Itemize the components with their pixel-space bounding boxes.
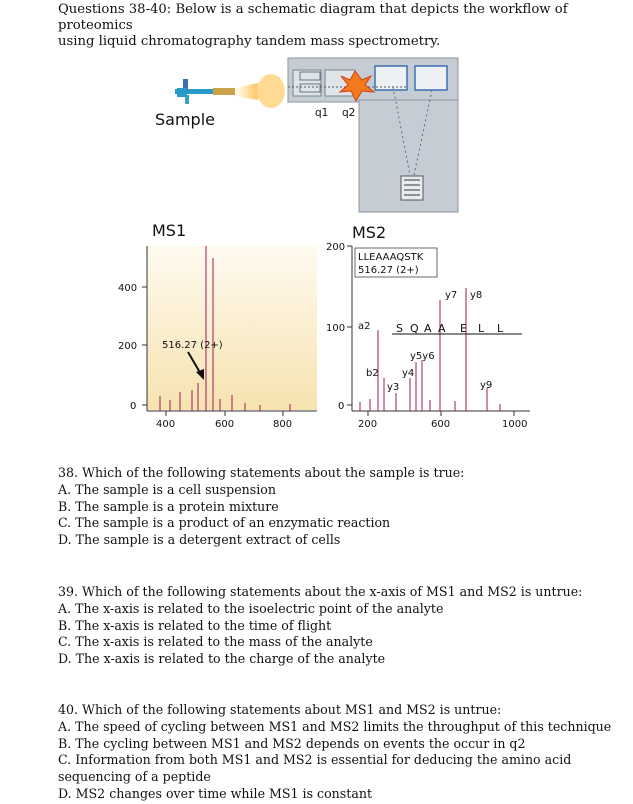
ms2-y5y6-label: y5y6 [410,351,435,362]
question-38 [58,465,618,549]
question-38-option-a[interactable]: A. The sample is a cell suspension [58,481,276,497]
ms2-y8-label: y8 [470,290,483,301]
ms2-peptide-sequence: LLEAAAQSTK [358,252,424,263]
ms1-ytick-400: 400 [118,283,138,294]
ms2-ytick-0: 0 [338,401,345,412]
header-line-1: Questions 38-40: Below is a schematic diagram that depicts the workflow of proteomics [58,2,568,33]
question-39-stem: 39. Which of the following statements about the x-axis of MS1 and MS2 is untrue: [58,584,583,599]
ms1-title: MS1 [152,221,187,240]
q2-label: q2 [342,107,356,119]
question-38-option-d[interactable]: D. The sample is a detergent extract of cells [58,532,341,548]
question-40-stem: 40. Which of the following statements about MS1 and MS2 is untrue: [58,702,502,717]
ms2-seq-l2: L [497,322,504,335]
question-40 [58,702,618,803]
ms2-sequence-ladder [392,322,522,335]
question-38-option-b[interactable]: B. The sample is a protein mixture [58,498,279,514]
lc-column-icon [175,74,285,108]
question-39-option-a[interactable]: A. The x-axis is related to the isoelectric point of the analyte [58,600,444,616]
ms2-seq-q: Q [410,322,419,335]
question-39-option-b[interactable]: B. The x-axis is related to the time of flight [58,617,332,633]
ms1-ytick-0: 0 [130,401,137,412]
ms2-ytick-100: 100 [326,323,346,334]
ms2-a2-label: a2 [358,321,371,332]
question-40-option-d[interactable]: D. MS2 changes over time while MS1 is constant [58,785,373,801]
ms2-seq-l1: L [478,322,485,335]
question-39-option-d[interactable]: D. The x-axis is related to the charge of the analyte [58,651,386,667]
ms1-xtick-800: 800 [273,419,293,430]
ms2-y4-label: y4 [402,368,415,379]
question-40-option-c-continued[interactable]: sequencing of a peptide [58,769,211,785]
sample-label: Sample [155,110,215,129]
question-40-option-b[interactable]: B. The cycling between MS1 and MS2 depends on events the occur in q2 [58,735,526,751]
ms2-spectrum-peaks [360,288,500,411]
ms2-b2-label: b2 [366,368,379,379]
q1-label: q1 [315,107,329,119]
question-39 [58,584,618,668]
ms1-xtick-600: 600 [215,419,235,430]
ms2-title: MS2 [352,223,387,242]
ms1-ytick-200: 200 [118,341,138,352]
question-38-stem: 38. Which of the following statements about the sample is true: [58,465,465,480]
ms2-xtick-600: 600 [431,419,451,430]
question-39-option-c[interactable]: C. The x-axis is related to the mass of the analyte [58,634,373,650]
mass-spectrometer-diagram [288,58,458,212]
header-line-2: using liquid chromatography tandem mass spectrometry. [58,34,441,49]
ms2-seq-s: S [396,322,403,335]
ms2-peptide-mass: 516.27 (2+) [358,265,419,276]
ms1-precursor-annotation: 516.27 (2+) [162,340,223,351]
question-38-option-c[interactable]: C. The sample is a product of an enzymatic reaction [58,515,391,531]
ms2-xtick-200: 200 [358,419,378,430]
ms1-xtick-400: 400 [156,419,176,430]
ms2-seq-a2: A [438,322,446,335]
ms2-y7-label: y7 [445,290,458,301]
ms1-plot-area [147,246,317,410]
ms2-seq-e: E [460,322,467,335]
question-40-option-c[interactable]: C. Information from both MS1 and MS2 is essential for deducing the amino acid [58,752,572,768]
ms2-xtick-1000: 1000 [502,419,528,430]
question-40-option-a[interactable]: A. The speed of cycling between MS1 and MS2 limits the throughput of this technique [58,718,612,734]
ms2-ytick-200: 200 [326,242,346,253]
ms2-y3-label: y3 [387,382,400,393]
ms2-y9-label: y9 [480,380,493,391]
ms2-seq-a1: A [424,322,432,335]
